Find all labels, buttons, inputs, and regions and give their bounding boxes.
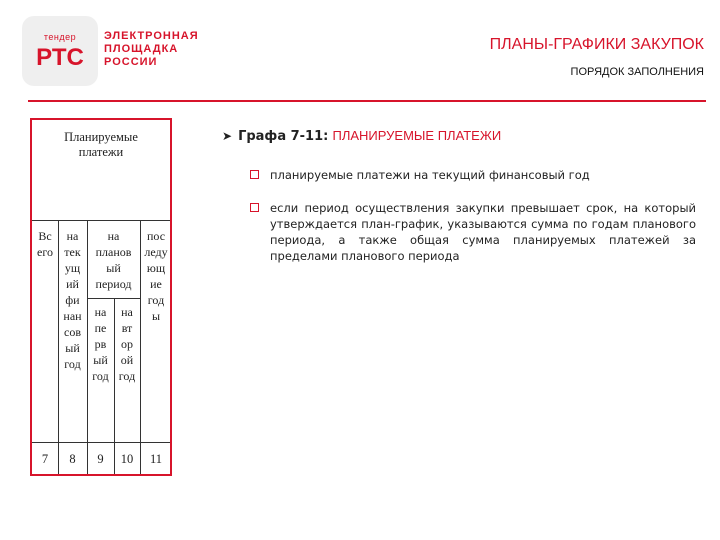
list-item-text: планируемые платежи на текущий финансовый год <box>270 168 590 182</box>
col-second-year <box>114 304 140 384</box>
page-subtitle: ПОРЯДОК ЗАПОЛНЕНИЯ <box>570 66 704 78</box>
header-divider <box>28 100 706 102</box>
column-number: 8 <box>69 452 76 466</box>
cell-text: ый <box>93 353 108 367</box>
cell-text: ий <box>66 277 79 291</box>
table-header-line: платежи <box>78 145 124 159</box>
table-header <box>32 130 170 160</box>
cell-text: ый <box>65 341 80 355</box>
cell-text: ор <box>121 337 133 351</box>
column-number: 9 <box>97 452 104 466</box>
heading-label: Графа 7-11: <box>238 129 329 144</box>
cell-text: ие <box>150 277 162 291</box>
logo-main-text: РТС <box>36 44 84 71</box>
list-item <box>250 200 696 264</box>
cell-text: на <box>66 229 79 243</box>
table-rule <box>32 220 170 221</box>
logo-caption-line: ЭЛЕКТРОННАЯ <box>104 30 199 42</box>
cell-text: его <box>37 245 53 259</box>
list-item-text: если период осуществления закупки превышает срок, на который утверждается план-график, указываются сумма по годам планового периода, а также общая сумма планируемых платежей за пределами планового периода <box>270 201 696 263</box>
cell-text: тек <box>64 245 81 259</box>
logo-caption-line: ПЛОЩАДКА <box>104 43 179 55</box>
logo-caption <box>104 30 199 69</box>
cell-text: ющ <box>146 261 166 275</box>
logo-small-text: тендер <box>43 32 77 42</box>
cell-text: Вс <box>38 229 52 243</box>
col-plan-period <box>87 228 140 292</box>
col-first-year <box>87 304 114 384</box>
col-current-year <box>58 228 87 372</box>
cell-text: на <box>121 305 133 319</box>
cell-text: год <box>147 293 165 307</box>
cell-text: пос <box>146 229 166 243</box>
cell-text: период <box>95 277 132 291</box>
cell-text: год <box>92 369 109 383</box>
col-total <box>32 228 58 260</box>
cell-text: рв <box>94 337 107 351</box>
column-number: 11 <box>149 452 163 466</box>
cell-text: на <box>94 305 107 319</box>
section-heading <box>222 128 501 144</box>
cell-text: ы <box>151 309 161 323</box>
col-after-period <box>140 228 172 324</box>
logo-badge <box>22 16 98 86</box>
heading-highlight: ПЛАНИРУЕМЫЕ ПЛАТЕЖИ <box>332 128 502 143</box>
cell-text: ой <box>120 353 134 367</box>
column-number: 10 <box>120 452 134 466</box>
form-table-fragment <box>30 118 172 476</box>
cell-text: год <box>64 357 81 371</box>
arrow-bullet-icon: ➤ <box>222 129 233 143</box>
cell-text: леду <box>144 245 168 259</box>
list-item <box>250 167 696 183</box>
cell-text: фи <box>65 293 80 307</box>
cell-text: сов <box>64 325 81 339</box>
cell-text: ый <box>106 261 121 275</box>
cell-text: нан <box>63 309 82 323</box>
table-rule <box>32 442 170 443</box>
page-title: ПЛАНЫ-ГРАФИКИ ЗАКУПОК <box>489 36 704 53</box>
cell-text: пе <box>94 321 107 335</box>
logo-caption-line: РОССИИ <box>104 56 158 68</box>
cell-text: планов <box>95 245 132 259</box>
cell-text: ущ <box>64 261 81 275</box>
cell-text: вт <box>121 321 133 335</box>
checkbox-bullet-icon <box>250 203 259 212</box>
cell-text: год <box>118 369 136 383</box>
table-header-line: Планируемые <box>64 130 138 144</box>
column-number: 7 <box>41 452 49 466</box>
checkbox-bullet-icon <box>250 170 259 179</box>
cell-text: на <box>107 229 120 243</box>
